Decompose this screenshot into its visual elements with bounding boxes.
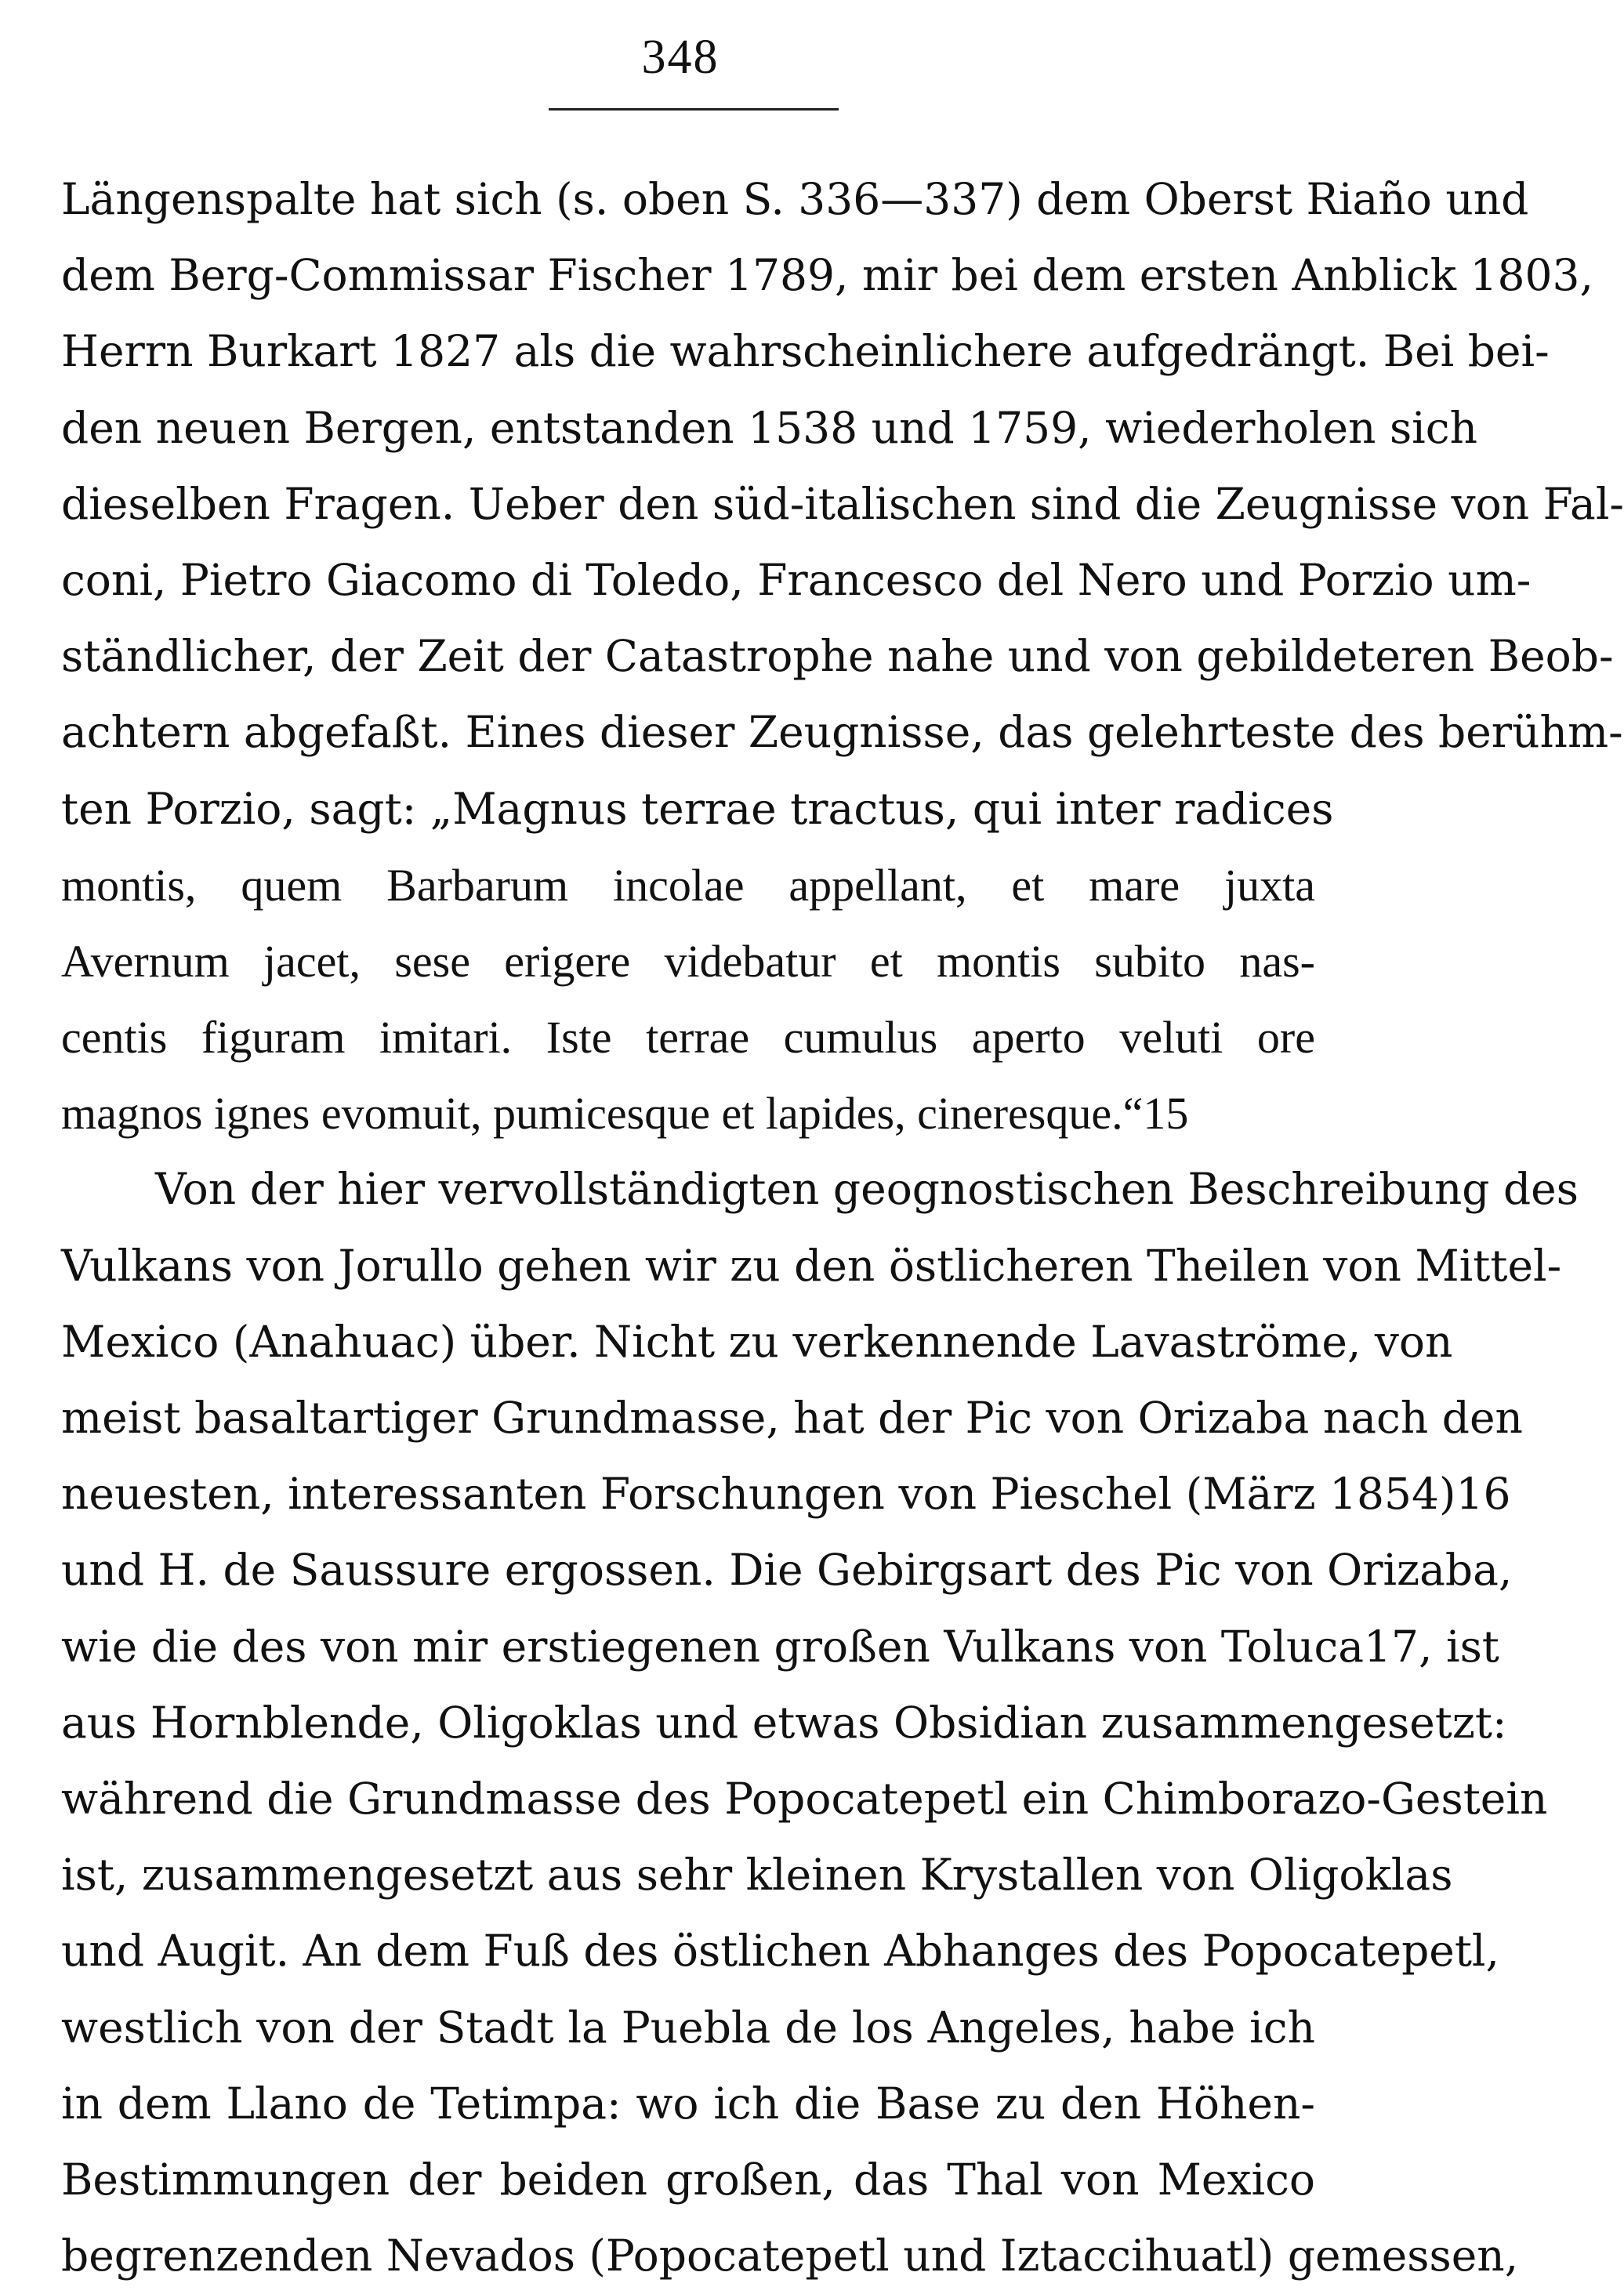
text-line: ist, zusammengesetzt aus sehr kleinen Krystallen von Oligoklas xyxy=(61,1850,1453,1901)
text-line: ständlicher, der Zeit der Catastrophe nahe und von gebildeteren Beob- xyxy=(61,631,1614,682)
text-line: den neuen Bergen, entstanden 1538 und 1759, wiederholen sich xyxy=(61,402,1477,453)
text-line: Mexico (Anahuac) über. Nicht zu verkennende Lavaströme, von xyxy=(61,1316,1453,1367)
text-line: Bestimmungen der beiden großen, das Thal von Mexico xyxy=(61,2154,1315,2205)
text-line: und H. de Saussure ergossen. Die Gebirgsart des Pic von Orizaba, xyxy=(61,1545,1513,1596)
text-line: meist basaltartiger Grundmasse, hat der Pic von Orizaba nach den xyxy=(61,1393,1523,1443)
text-line: westlich von der Stadt la Puebla de los Angeles, habe ich xyxy=(61,2002,1315,2053)
text-line: und Augit. An dem Fuß des östlichen Abhanges des Popocatepetl, xyxy=(61,1926,1500,1977)
text-line-paragraph-start: Von der hier vervollständigten geognostischen Beschreibung des xyxy=(155,1164,1579,1215)
text-line: wie die des von mir erstiegenen großen Vulkans von Toluca17, ist xyxy=(61,1621,1499,1672)
text-line: dem Berg-Commissar Fischer 1789, mir bei dem ersten Anblick 1803, xyxy=(61,250,1593,301)
text-line-latin: Avernum jacet, sese erigere videbatur et montis subito nas- xyxy=(61,935,1315,987)
text-line: neuesten, interessanten Forschungen von Pieschel (März 1854)16 xyxy=(61,1469,1511,1520)
text-line: dieselben Fragen. Ueber den süd-italischen sind die Zeugnisse von Fal- xyxy=(61,478,1624,529)
text-line: ten Porzio, sagt: „Magnus terrae tractus, qui inter radices xyxy=(61,783,1334,834)
text-line-latin: montis, quem Barbarum incolae appellant, et mare juxta xyxy=(61,859,1315,911)
text-line: achtern abgefaßt. Eines dieser Zeugnisse, das gelehrteste des berühm- xyxy=(61,707,1623,758)
text-line: begrenzenden Nevados (Popocatepetl und Iztaccihuatl) gemessen, xyxy=(61,2231,1519,2281)
body-text xyxy=(61,161,1624,2294)
text-line: Herrn Burkart 1827 als die wahrscheinlichere aufgedrängt. Bei bei- xyxy=(61,326,1550,377)
text-line: coni, Pietro Giacomo di Toledo, Francesco del Nero und Porzio um- xyxy=(61,554,1532,605)
text-line: Längenspalte hat sich (s. oben S. 336—337) dem Oberst Riaño und xyxy=(61,174,1529,224)
header-rule xyxy=(549,108,839,111)
text-line: in dem Llano de Tetimpa: wo ich die Base zu den Höhen- xyxy=(61,2078,1315,2129)
text-line: aus Hornblende, Oligoklas und etwas Obsidian zusammengesetzt: xyxy=(61,1697,1507,1748)
text-line-latin: centis figuram imitari. Iste terrae cumulus aperto veluti ore xyxy=(61,1012,1315,1064)
text-line-latin: magnos ignes evomuit, pumicesque et lapides, cineresque.“15 xyxy=(61,1088,1189,1140)
page-number: 348 xyxy=(641,31,720,84)
text-line: während die Grundmasse des Popocatepetl ein Chimborazo-Gestein xyxy=(61,1773,1548,1824)
text-line: Vulkans von Jorullo gehen wir zu den östlicheren Theilen von Mittel- xyxy=(61,1240,1562,1291)
